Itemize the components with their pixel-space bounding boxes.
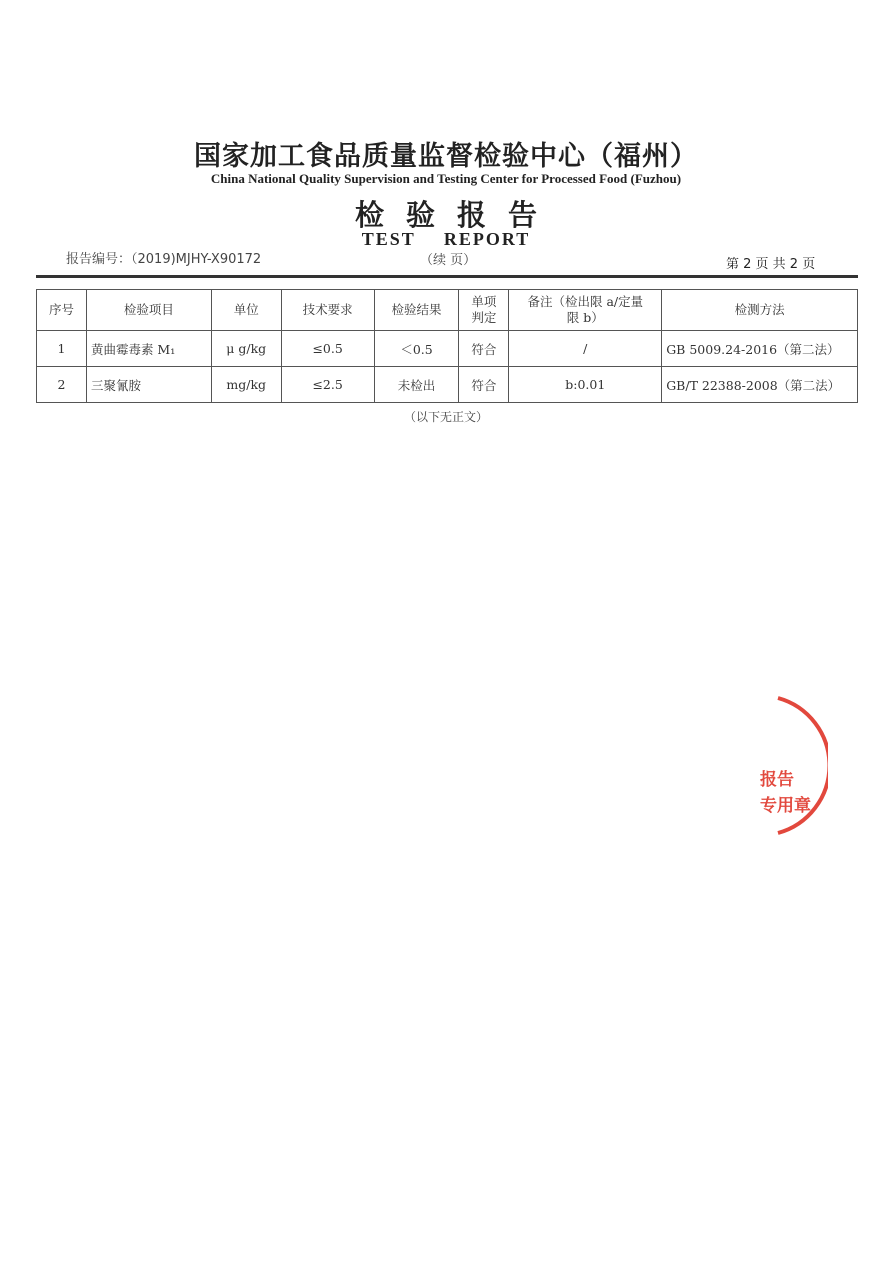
seal-text-line2: 专用章 [760, 796, 811, 816]
cell-index: 2 [37, 367, 87, 403]
header-cell: 检测方法 [662, 290, 858, 331]
header-cell: 检验结果 [374, 290, 459, 331]
results-table [36, 289, 858, 403]
header-cell: 序号 [37, 290, 87, 331]
cell-remark: b:0.01 [509, 367, 662, 403]
cell-requirement: ≤0.5 [281, 331, 374, 367]
org-title-cn: 国家加工食品质量监督检验中心（福州） [194, 141, 698, 172]
seal-text-line1: 报告 [760, 770, 794, 790]
table-header-row [37, 290, 858, 331]
header-cell: 检验项目 [86, 290, 211, 331]
cell-item: 黄曲霉毒素 M₁ [86, 331, 211, 367]
cell-judgment: 符合 [459, 367, 509, 403]
cell-judgment: 符合 [459, 331, 509, 367]
end-of-text-note: （以下无正文） [403, 410, 488, 424]
cell-unit: μ g/kg [211, 331, 281, 367]
cell-remark: / [509, 331, 662, 367]
header-divider [36, 275, 858, 278]
header-cell: 技术要求 [281, 290, 374, 331]
table-row [37, 331, 858, 367]
report-title-cn: 检验报告 [354, 198, 559, 232]
cell-requirement: ≤2.5 [281, 367, 374, 403]
report-number: 报告编号：（2019)MJHY-X90172 [66, 252, 262, 267]
cell-method: GB 5009.24-2016（第二法） [662, 331, 858, 367]
header-cell: 单位 [211, 290, 281, 331]
official-seal-stamp [748, 693, 828, 838]
table-row [37, 367, 858, 403]
cell-method: GB/T 22388-2008（第二法） [662, 367, 858, 403]
header-cell: 备注（检出限 a/定量限 b） [509, 290, 662, 331]
report-title-en: TEST REPORT [361, 229, 531, 249]
continuation-label: （续 页） [420, 253, 477, 268]
header-cell: 单项判定 [459, 290, 509, 331]
cell-unit: mg/kg [211, 367, 281, 403]
cell-item: 三聚氰胺 [86, 367, 211, 403]
page-number: 第 2 页 共 2 页 [726, 257, 816, 272]
cell-index: 1 [37, 331, 87, 367]
results-table-container [36, 289, 858, 403]
cell-result: 未检出 [374, 367, 459, 403]
cell-result: ＜0.5 [374, 331, 459, 367]
org-title-en: China National Quality Supervision and Testing Center for Processed Food (Fuzhou) [210, 171, 682, 186]
